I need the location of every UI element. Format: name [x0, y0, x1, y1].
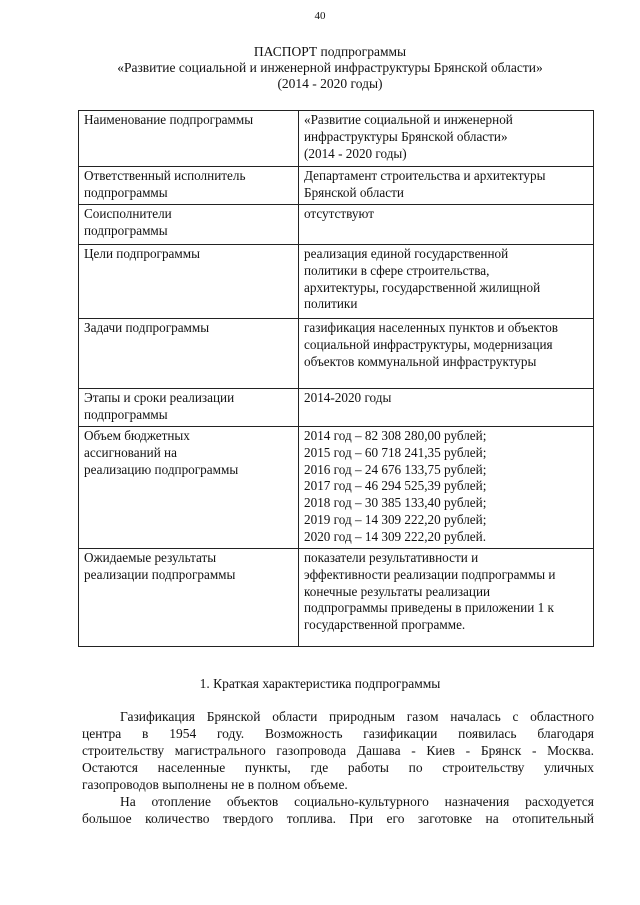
- page-number: 40: [314, 10, 326, 22]
- value-line: (2014 - 2020 годы): [304, 145, 407, 161]
- table-row: [79, 549, 594, 647]
- label-line: Этапы и сроки реализации: [84, 390, 235, 405]
- value-line: «Развитие социальной и инженерной: [304, 112, 513, 127]
- value-line: 2015 год – 60 718 241,35 рублей;: [304, 444, 487, 460]
- label-line: ассигнований на: [84, 444, 177, 460]
- value-line: политики: [304, 296, 358, 312]
- title-line-2: «Развитие социальной и инженерной инфраструктуры Брянской области»: [117, 60, 543, 75]
- label-line: подпрограммы: [84, 406, 168, 422]
- passport-table: [78, 110, 594, 647]
- title-line-3: (2014 - 2020 годы): [277, 76, 383, 91]
- value-line: показатели результативности и: [304, 550, 479, 565]
- label-line: подпрограммы: [84, 222, 168, 238]
- row-value: [299, 427, 594, 549]
- row-value: [299, 389, 594, 427]
- table-row: [79, 389, 594, 427]
- value-line: 2019 год – 14 309 222,20 рублей;: [304, 511, 487, 527]
- value-line: Департамент строительства и архитектуры: [304, 168, 546, 183]
- value-line: социальной инфраструктуры, модернизация: [304, 336, 553, 352]
- value-line: конечные результаты реализации: [304, 583, 491, 599]
- table-row: [79, 205, 594, 245]
- row-label: [79, 111, 299, 167]
- label-line: реализации подпрограммы: [84, 566, 236, 582]
- label-line: Цели подпрограммы: [84, 246, 200, 261]
- value-line: Брянской области: [304, 184, 404, 200]
- row-label: [79, 319, 299, 389]
- row-label: [79, 205, 299, 245]
- label-line: Ожидаемые результаты: [84, 550, 217, 565]
- paragraph-line: газопроводов выполнены не в полном объеме.: [82, 777, 348, 792]
- row-label: [79, 245, 299, 319]
- value-line: объектов коммунальной инфраструктуры: [304, 353, 537, 369]
- row-value: [299, 319, 594, 389]
- value-line: 2020 год – 14 309 222,20 рублей.: [304, 528, 486, 544]
- row-value: [299, 111, 594, 167]
- row-label: [79, 389, 299, 427]
- table-row: [79, 111, 594, 167]
- paragraph-line: На отопление объектов социально-культурного назначения расходуется: [120, 794, 594, 809]
- section-heading: 1. Краткая характеристика подпрограммы: [199, 676, 441, 691]
- document-title: [60, 44, 600, 92]
- row-value: [299, 549, 594, 647]
- label-line: Задачи подпрограммы: [84, 320, 210, 335]
- value-line: архитектуры, государственной жилищной: [304, 279, 541, 295]
- value-line: 2016 год – 24 676 133,75 рублей;: [304, 461, 487, 477]
- value-line: 2017 год – 46 294 525,39 рублей;: [304, 478, 487, 494]
- title-line-1: ПАСПОРТ подпрограммы: [253, 44, 407, 59]
- value-line: 2014 год – 82 308 280,00 рублей;: [304, 428, 487, 443]
- table-row: [79, 319, 594, 389]
- value-line: эффективности реализации подпрограммы и: [304, 566, 556, 582]
- row-value: [299, 167, 594, 205]
- table-row: [79, 245, 594, 319]
- paragraph-line: Остаются населенные пункты, где работы по строительству уличных: [82, 760, 594, 775]
- section-body: [82, 708, 594, 827]
- value-line: отсутствуют: [304, 206, 374, 221]
- value-line: реализация единой государственной: [304, 246, 509, 261]
- paragraph-line: строительству магистрального газопровода Дашава - Киев - Брянск - Москва.: [82, 743, 594, 758]
- row-value: [299, 245, 594, 319]
- paragraph-line: большое количество твердого топлива. При его заготовке на отопительный: [82, 811, 594, 826]
- label-line: подпрограммы: [84, 184, 168, 200]
- label-line: Наименование подпрограммы: [84, 112, 254, 127]
- row-label: [79, 427, 299, 549]
- row-value: [299, 205, 594, 245]
- label-line: реализацию подпрограммы: [84, 461, 239, 477]
- row-label: [79, 549, 299, 647]
- value-line: инфраструктуры Брянской области»: [304, 128, 508, 144]
- value-line: политики в сфере строительства,: [304, 262, 490, 278]
- table-row: [79, 427, 594, 549]
- label-line: Ответственный исполнитель: [84, 168, 246, 183]
- value-line: подпрограммы приведены в приложении 1 к: [304, 600, 554, 616]
- table-row: [79, 167, 594, 205]
- value-line: государственной программе.: [304, 617, 466, 633]
- paragraph-line: Газификация Брянской области природным газом началась с областного: [120, 709, 594, 724]
- paragraph-line: центра в 1954 году. Возможность газификации появилась благодаря: [82, 726, 594, 741]
- value-line: 2014-2020 годы: [304, 390, 392, 405]
- value-line: 2018 год – 30 385 133,40 рублей;: [304, 495, 487, 511]
- label-line: Соисполнители: [84, 206, 172, 221]
- row-label: [79, 167, 299, 205]
- label-line: Объем бюджетных: [84, 428, 190, 443]
- value-line: газификация населенных пунктов и объектов: [304, 320, 559, 335]
